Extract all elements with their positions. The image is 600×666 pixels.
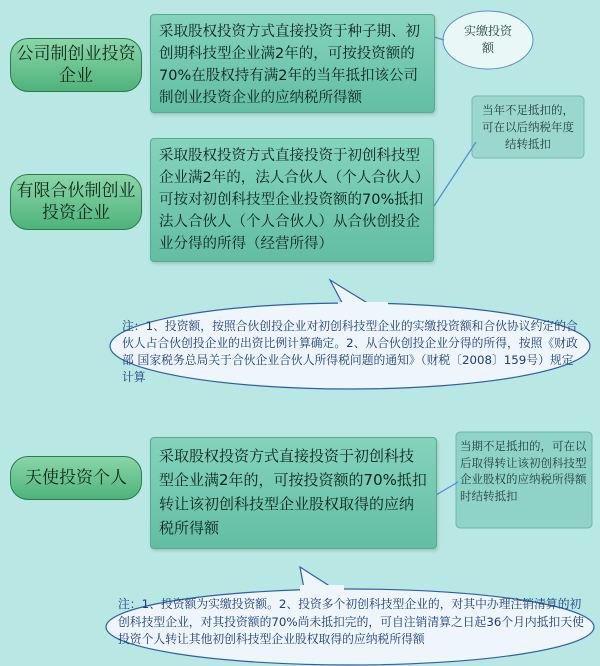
entity-corporate-vc-label: 公司制创业投资企业 [16, 44, 136, 86]
note-angel-investment [114, 596, 590, 649]
entity-limited-partnership-vc-label: 有限合伙制创业投资企业 [16, 181, 136, 223]
entity-corporate-vc [10, 38, 142, 92]
connector-1 [434, 37, 444, 40]
connector-3 [436, 482, 458, 495]
side-note-paid-in-investment [462, 23, 514, 57]
entity-angel-investor [10, 456, 142, 500]
rule-corporate-vc-text: 采取股权投资方式直接投资于种子期、初创期科技型企业满2年的，可按投资额的70%在股权持有满2年的当年抵扣该公司制创业投资企业的应纳税所得额 [159, 24, 420, 106]
rule-angel-investor-text: 采取股权投资方式直接投资于初创科技型企业满2年的，可按投资额的70%抵扣转让该初创科技型企业股权取得的应纳税所得额 [159, 447, 427, 537]
note-partnership-calculation [118, 318, 588, 386]
side-note-carry-forward-partnership-text: 当年不足抵扣的，可在以后纳税年度结转抵扣 [482, 103, 574, 151]
rule-box-angel-investor [150, 437, 437, 549]
connector-2 [434, 142, 476, 206]
rule-box-limited-partnership-vc [150, 138, 434, 262]
note-partnership-calculation-text: 注：1、投资额，按照合伙创投企业对初创科技型企业的实缴投资额和合伙协议约定的合伙人占合伙创投企业的出资比例计算确定。2、从合伙创投企业分得的所得，按照《财政部 国家税务总局关于合伙企业合伙人所得税问题的通知》（财税〔2008〕159号）规定计算 [122, 319, 578, 384]
entity-limited-partnership-vc [10, 174, 142, 230]
rule-box-corporate-vc [150, 14, 435, 113]
side-note-carry-forward-angel [460, 438, 588, 504]
note-angel-investment-text: 注：1、投资额为实缴投资额。2、投资多个初创科技型企业的，对其中办理注销清算的初创科技型企业，对其投资额的70%尚未抵扣完的，可自注销清算之日起36个月内抵扣天使投资个人转让其他初创科技型企业股权取得的应纳税所得额 [118, 597, 584, 646]
entity-angel-investor-label: 天使投资个人 [25, 468, 127, 488]
side-note-carry-forward-partnership [478, 102, 578, 153]
side-note-carry-forward-angel-text: 当期不足抵扣的，可在以后取得转让该初创科技型企业股权的应纳税所得额时结转抵扣 [460, 439, 587, 503]
rule-limited-partnership-vc-text: 采取股权投资方式直接投资于初创科技型企业满2年的，法人合伙人（个人合伙人）可按对初创科技型企业投资额的70%抵扣法人合伙人（个人合伙人）从合伙创投企业分得的所得（经营所得） [159, 148, 424, 252]
side-note-paid-in-investment-text: 实缴投资额 [463, 24, 512, 55]
